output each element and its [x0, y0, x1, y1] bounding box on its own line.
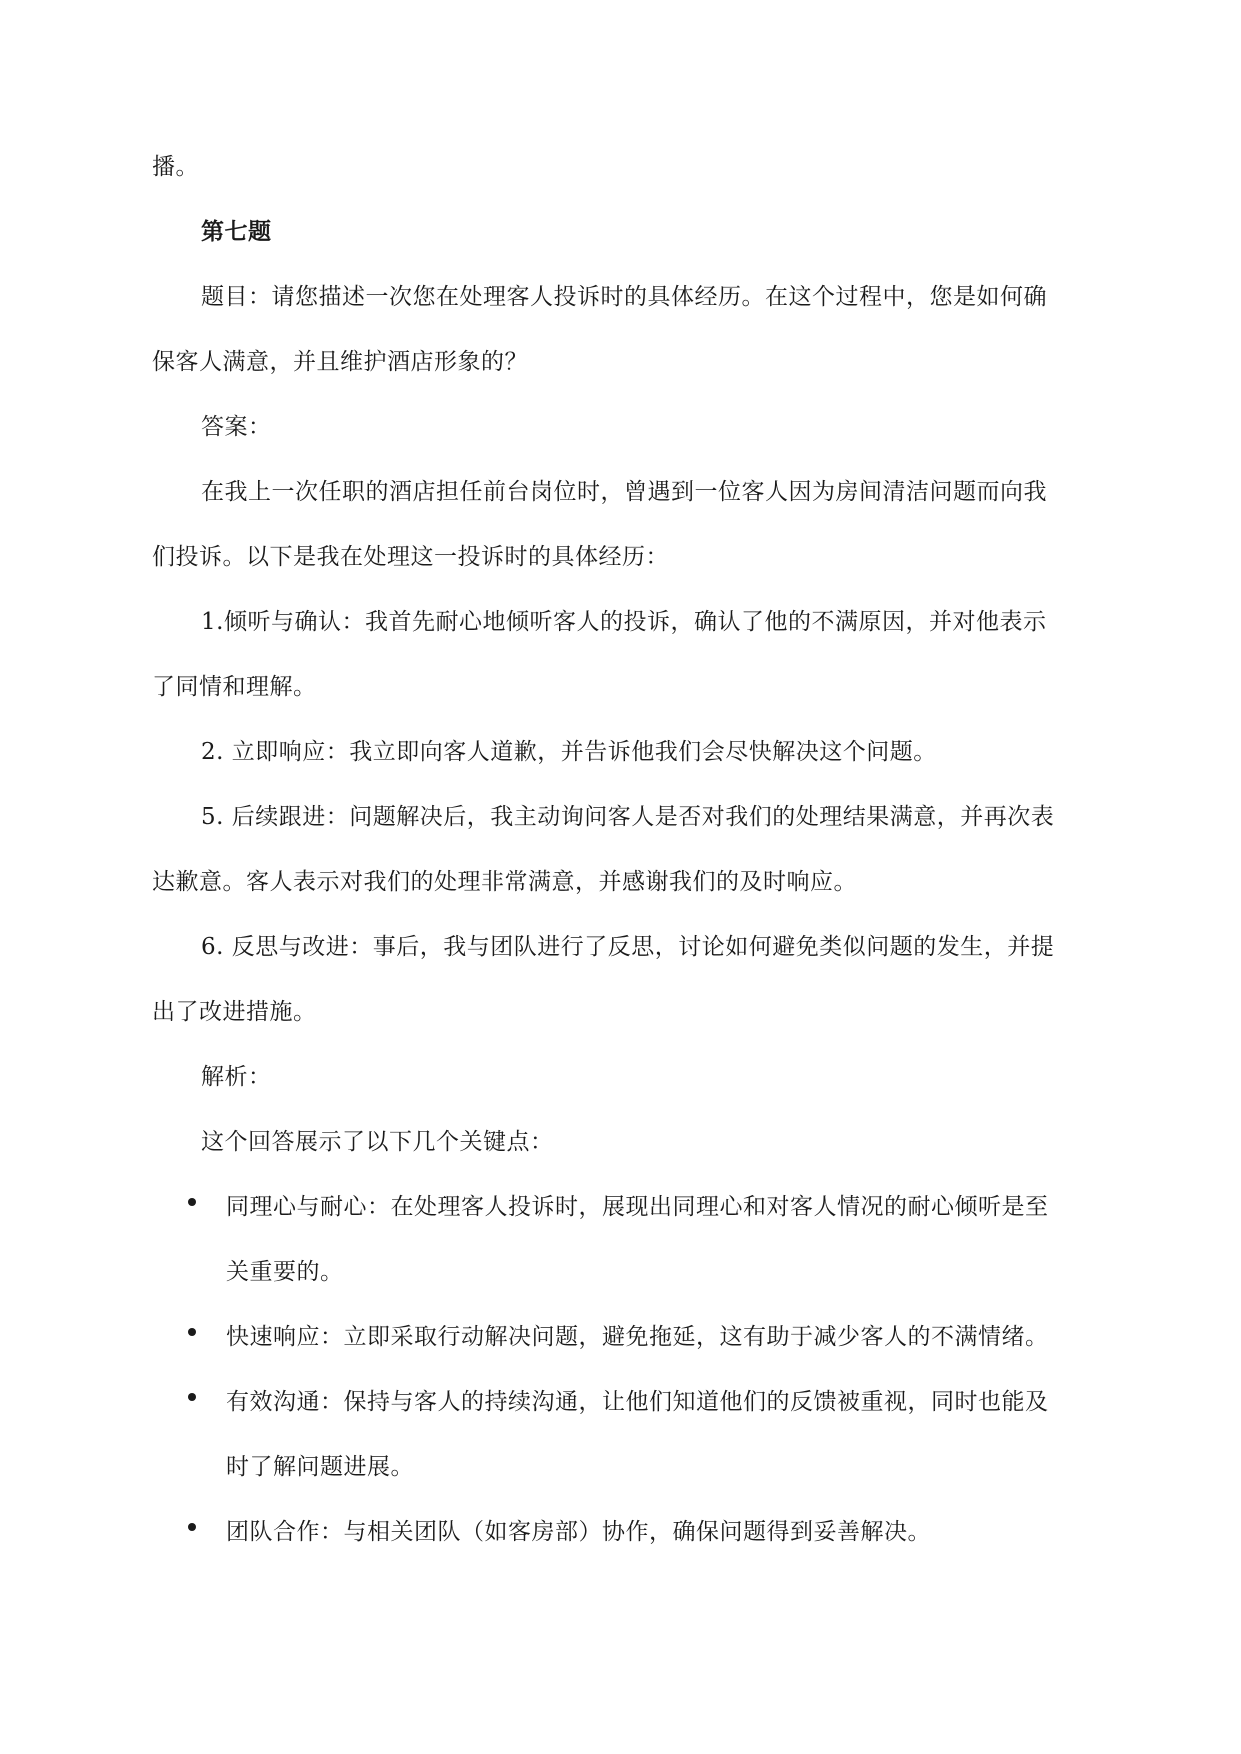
- step-2-line-1: 2. 立即响应：我立即向客人道歉，并告诉他我们会尽快解决这个问题。: [201, 739, 937, 765]
- step-5-line-1: 5. 后续跟进：问题解决后，我主动询问客人是否对我们的处理结果满意，并再次表: [201, 804, 1055, 830]
- bullet-4-line-1: 团队合作：与相关团队（如客房部）协作，确保问题得到妥善解决。: [226, 1519, 931, 1545]
- bullet-3-line-1: 有效沟通：保持与客人的持续沟通，让他们知道他们的反馈被重视，同时也能及: [226, 1389, 1049, 1415]
- step-6-line-1: 6. 反思与改进：事后，我与团队进行了反思，讨论如何避免类似问题的发生，并提: [201, 934, 1055, 960]
- analysis-intro: 这个回答展示了以下几个关键点：: [201, 1129, 554, 1155]
- step-6-line-2: 出了改进措施。: [152, 999, 317, 1025]
- step-1-line-1: 1.倾听与确认：我首先耐心地倾听客人的投诉，确认了他的不满原因，并对他表示: [201, 609, 1047, 635]
- bullet-1-line-2: 关重要的。: [226, 1259, 344, 1285]
- bullet-2-line-1: 快速响应：立即采取行动解决问题，避免拖延，这有助于减少客人的不满情绪。: [226, 1324, 1049, 1350]
- analysis-label: 解析：: [201, 1064, 272, 1090]
- bullet-3-line-2: 时了解问题进展。: [226, 1454, 414, 1480]
- bullet-dot-icon: [188, 1393, 196, 1401]
- question-line-1: 题目：请您描述一次您在处理客人投诉时的具体经历。在这个过程中，您是如何确: [201, 284, 1047, 310]
- section-heading: 第七题: [201, 218, 272, 245]
- step-5-line-2: 达歉意。客人表示对我们的处理非常满意，并感谢我们的及时响应。: [152, 869, 857, 895]
- bullet-dot-icon: [188, 1198, 196, 1206]
- bullet-dot-icon: [188, 1523, 196, 1531]
- answer-intro-line-1: 在我上一次任职的酒店担任前台岗位时，曾遇到一位客人因为房间清洁问题而向我: [201, 479, 1047, 505]
- answer-label: 答案：: [201, 414, 272, 440]
- step-1-line-2: 了同情和理解。: [152, 674, 317, 700]
- continuation-text: 播。: [152, 154, 199, 180]
- bullet-dot-icon: [188, 1328, 196, 1336]
- bullet-1-line-1: 同理心与耐心：在处理客人投诉时，展现出同理心和对客人情况的耐心倾听是至: [226, 1194, 1049, 1220]
- answer-intro-line-2: 们投诉。以下是我在处理这一投诉时的具体经历：: [152, 544, 669, 570]
- question-line-2: 保客人满意，并且维护酒店形象的？: [152, 349, 528, 375]
